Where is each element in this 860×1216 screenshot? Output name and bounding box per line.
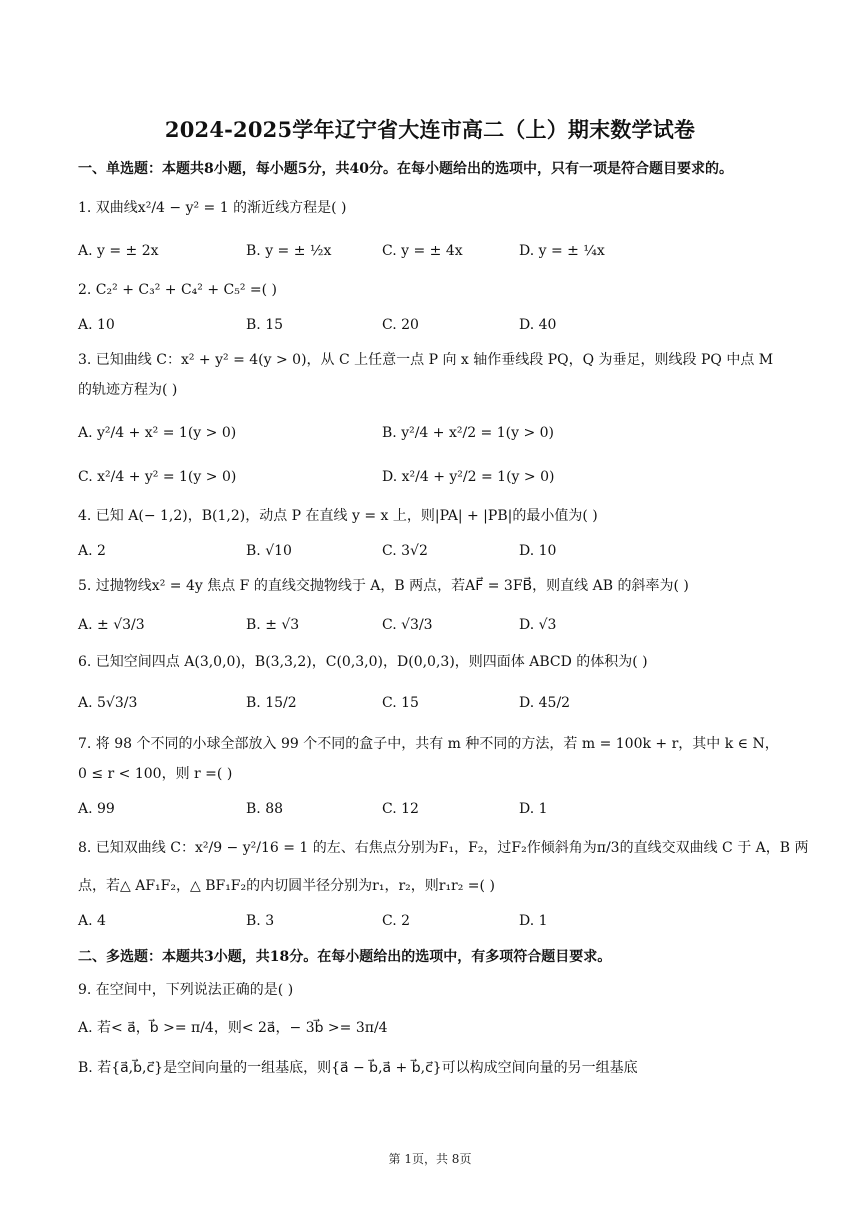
question-1-stem: 1. 双曲线x²/4 − y² = 1 的渐近线方程是( ) — [78, 200, 347, 216]
question-1-option-a[interactable]: A. y = ± 2x — [78, 243, 159, 259]
question-6-stem: 6. 已知空间四点 A(3,0,0)，B(3,3,2)，C(0,3,0)，D(0,0,3)，则四面体 ABCD 的体积为( ) — [78, 654, 648, 670]
question-1-options — [78, 240, 798, 264]
question-1-option-c[interactable]: C. y = ± 4x — [382, 243, 463, 259]
question-6-option-c[interactable]: C. 15 — [382, 695, 419, 711]
question-4-option-a[interactable]: A. 2 — [78, 543, 106, 559]
question-9-stem: 9. 在空间中，下列说法正确的是( ) — [78, 982, 294, 998]
section-multiple-choice-heading: 二、多选题：本题共3小题，共18分。在每小题给出的选项中，有多项符合题目要求。 — [78, 949, 612, 965]
question-5-options — [78, 614, 798, 638]
question-5-option-a[interactable]: A. ± √3/3 — [78, 617, 145, 633]
question-8-stem-line-1: 8. 已知双曲线 C：x²/9 − y²/16 = 1 的左、右焦点分别为F₁，F₂，过F₂作倾斜角为π/3的直线交双曲线 C 于 A，B 两 — [78, 840, 809, 856]
question-8-option-b[interactable]: B. 3 — [246, 913, 275, 929]
question-4-stem: 4. 已知 A(− 1,2)，B(1,2)，动点 P 在直线 y = x 上，则|PA| + |PB|的最小值为( ) — [78, 508, 598, 524]
question-6-option-a[interactable]: A. 5√3/3 — [78, 695, 138, 711]
question-2-option-b[interactable]: B. 15 — [246, 317, 284, 333]
question-2-options — [78, 314, 798, 338]
page-footer: 第 1页，共 8页 — [388, 1152, 472, 1166]
question-8-option-d[interactable]: D. 1 — [519, 913, 548, 929]
question-6-option-b[interactable]: B. 15/2 — [246, 695, 297, 711]
question-5-option-c[interactable]: C. √3/3 — [382, 617, 433, 633]
question-7-option-d[interactable]: D. 1 — [519, 801, 548, 817]
question-3-options-row-2 — [78, 466, 798, 490]
question-3-option-c[interactable]: C. x²/4 + y² = 1(y > 0) — [78, 469, 237, 485]
question-7-option-a[interactable]: A. 99 — [78, 801, 115, 817]
question-2-stem: 2. C₂² + C₃² + C₄² + C₅² =( ) — [78, 282, 278, 298]
question-5-stem: 5. 过抛物线x² = 4y 焦点 F 的直线交抛物线于 A，B 两点，若AF⃗ = 3FB⃗，则直线 AB 的斜率为( ) — [78, 578, 689, 594]
question-7-option-b[interactable]: B. 88 — [246, 801, 284, 817]
question-4-option-b[interactable]: B. √10 — [246, 543, 292, 559]
question-7-stem-line-1: 7. 将 98 个不同的小球全部放入 99 个不同的盒子中，共有 m 种不同的方法，若 m = 100k + r，其中 k ∈ N， — [78, 736, 779, 752]
question-3-option-a[interactable]: A. y²/4 + x² = 1(y > 0) — [78, 425, 237, 441]
question-6-option-d[interactable]: D. 45/2 — [519, 695, 571, 711]
section-single-choice-heading: 一、单选题：本题共8小题，每小题5分，共40分。在每小题给出的选项中，只有一项是符合题目要求的。 — [78, 161, 733, 177]
question-9-option-b[interactable]: B. 若{a⃗,b⃗,c⃗}是空间向量的一组基底，则{a⃗ − b⃗,a⃗ + b⃗,c⃗}可以构成空间向量的另一组基底 — [78, 1060, 638, 1076]
question-4-options — [78, 540, 798, 564]
question-1-option-d[interactable]: D. y = ± ¼x — [519, 243, 605, 259]
question-7-stem-line-2: 0 ≤ r < 100，则 r =( ) — [78, 766, 233, 782]
question-1-option-b[interactable]: B. y = ± ½x — [246, 243, 332, 259]
question-5-option-d[interactable]: D. √3 — [519, 617, 557, 633]
question-2-option-a[interactable]: A. 10 — [78, 317, 115, 333]
question-3-stem-line-2: 的轨迹方程为( ) — [78, 382, 178, 398]
question-8-stem-line-2: 点，若△ AF₁F₂，△ BF₁F₂的内切圆半径分别为r₁，r₂，则r₁r₂ =( ) — [78, 878, 495, 894]
question-8-option-c[interactable]: C. 2 — [382, 913, 411, 929]
question-3-option-d[interactable]: D. x²/4 + y²/2 = 1(y > 0) — [382, 469, 555, 485]
question-2-option-d[interactable]: D. 40 — [519, 317, 557, 333]
question-8-option-a[interactable]: A. 4 — [78, 913, 106, 929]
question-4-option-d[interactable]: D. 10 — [519, 543, 557, 559]
question-3-option-b[interactable]: B. y²/4 + x²/2 = 1(y > 0) — [382, 425, 555, 441]
question-9-option-a[interactable]: A. 若< a⃗，b⃗ >= π/4，则< 2a⃗，− 3b⃗ >= 3π/4 — [78, 1020, 388, 1036]
question-5-option-b[interactable]: B. ± √3 — [246, 617, 300, 633]
question-3-options-row-1 — [78, 422, 798, 446]
question-7-option-c[interactable]: C. 12 — [382, 801, 419, 817]
question-8-options — [78, 910, 798, 934]
exam-title: 2024-2025学年辽宁省大连市高二（上）期末数学试卷 — [164, 117, 696, 142]
question-7-options — [78, 798, 798, 822]
question-4-option-c[interactable]: C. 3√2 — [382, 543, 428, 559]
question-3-stem-line-1: 3. 已知曲线 C：x² + y² = 4(y > 0)，从 C 上任意一点 P 向 x 轴作垂线段 PQ，Q 为垂足，则线段 PQ 中点 M — [78, 352, 774, 368]
question-2-option-c[interactable]: C. 20 — [382, 317, 419, 333]
question-6-options — [78, 692, 798, 716]
